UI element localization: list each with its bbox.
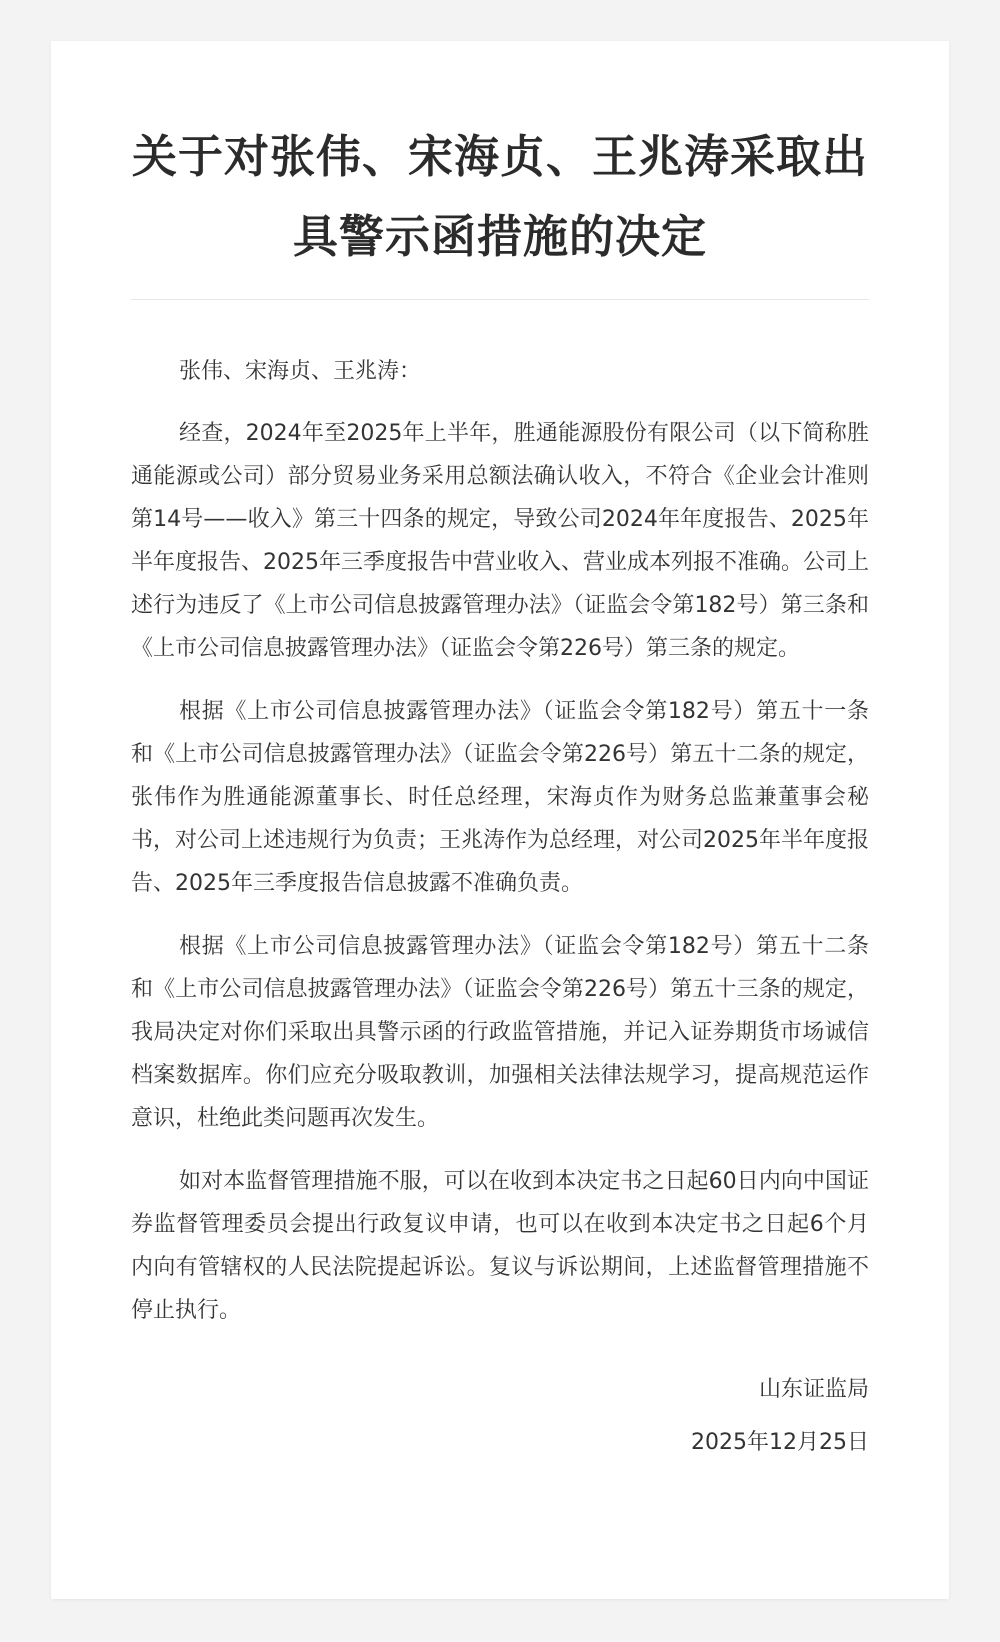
document-page bbox=[51, 41, 949, 1599]
paragraph-appeal: 如对本监督管理措施不服，可以在收到本决定书之日起60日内向中国证券监督管理委员会提出行政复议申请，也可以在收到本决定书之日起6个月内向有管辖权的人民法院提起诉讼。复议与诉讼期间，上述监督管理措施不停止执行。 bbox=[131, 1169, 869, 1323]
paragraph-responsibility: 根据《上市公司信息披露管理办法》（证监会令第182号）第五十一条和《上市公司信息披露管理办法》（证监会令第226号）第五十二条的规定，张伟作为胜通能源董事长、时任总经理，宋海贞作为财务总监兼董事会秘书，对公司上述违规行为负责；王兆涛作为总经理，对公司2025年半年度报告、2025年三季度报告信息披露不准确负责。 bbox=[131, 699, 869, 896]
issuer-signature: 山东证监局 bbox=[758, 1377, 869, 1402]
title-divider bbox=[131, 299, 869, 300]
issue-date: 2025年12月25日 bbox=[691, 1430, 869, 1455]
paragraph-decision: 根据《上市公司信息披露管理办法》（证监会令第182号）第五十二条和《上市公司信息披露管理办法》（证监会令第226号）第五十三条的规定，我局决定对你们采取出具警示函的行政监管措施，并记入证券期货市场诚信档案数据库。你们应充分吸取教训，加强相关法律法规学习，提高规范运作意识，杜绝此类问题再次发生。 bbox=[131, 934, 869, 1131]
document-title: 关于对张伟、宋海贞、王兆涛采取出具警示函措施的决定 bbox=[131, 130, 868, 263]
salutation: 张伟、宋海贞、王兆涛： bbox=[179, 359, 422, 384]
paragraph-findings: 经查，2024年至2025年上半年，胜通能源股份有限公司（以下简称胜通能源或公司）部分贸易业务采用总额法确认收入，不符合《企业会计准则第14号——收入》第三十四条的规定，导致公司2024年年度报告、2025年半年度报告、2025年三季度报告中营业收入、营业成本列报不准确。公司上述行为违反了《上市公司信息披露管理办法》（证监会令第182号）第三条和《上市公司信息披露管理办法》（证监会令第226号）第三条的规定。 bbox=[131, 421, 869, 661]
